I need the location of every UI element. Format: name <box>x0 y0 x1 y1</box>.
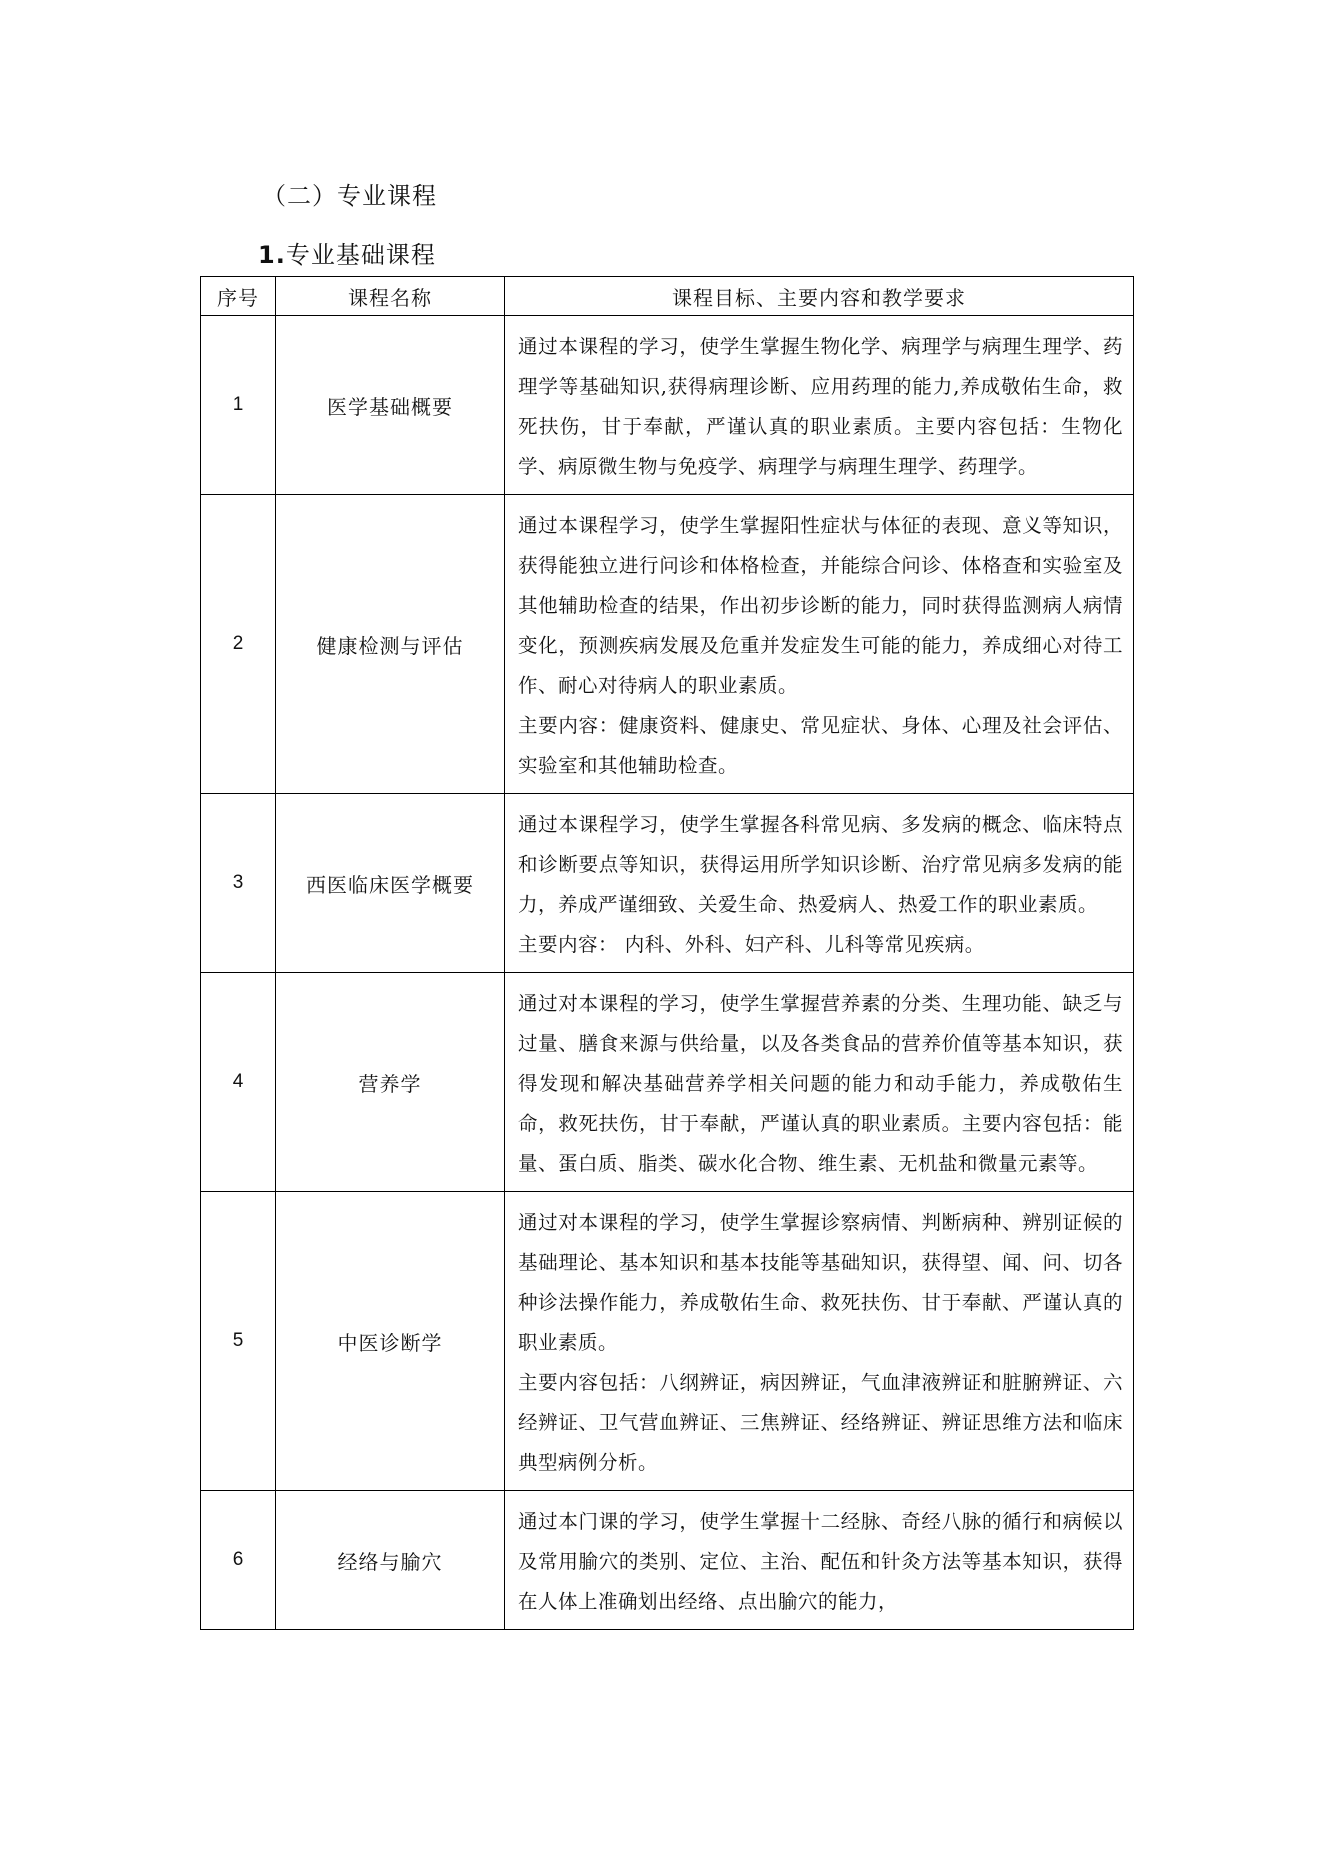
table-row <box>201 495 1134 794</box>
description-paragraph: 通过本门课的学习，使学生掌握十二经脉、奇经八脉的循行和病候以及常用腧穴的类别、定位、主治、配伍和针灸方法等基本知识，获得在人体上准确划出经络、点出腧穴的能力， <box>518 1510 1123 1613</box>
table-row <box>201 794 1134 973</box>
row-number: 4 <box>201 973 276 1192</box>
description-paragraph: 通过本课程学习，使学生掌握各科常见病、多发病的概念、临床特点和诊断要点等知识，获得运用所学知识诊断、治疗常见病多发病的能力，养成严谨细致、关爱生命、热爱病人、热爱工作的职业素质。 <box>518 813 1123 916</box>
row-number: 5 <box>201 1192 276 1491</box>
subsection-title <box>258 238 436 272</box>
course-name: 中医诊断学 <box>276 1192 505 1491</box>
row-number: 3 <box>201 794 276 973</box>
subsection-text: 专业基础课程 <box>285 241 436 269</box>
row-number: 6 <box>201 1491 276 1630</box>
description-paragraph: 主要内容：健康资料、健康史、常见症状、身体、心理及社会评估、实验室和其他辅助检查。 <box>518 714 1123 777</box>
row-number: 2 <box>201 495 276 794</box>
section-title: （二）专业课程 <box>262 182 437 210</box>
table-row <box>201 1192 1134 1491</box>
course-description <box>505 316 1134 495</box>
header-serial-number: 序号 <box>201 277 276 316</box>
course-description <box>505 1491 1134 1630</box>
table-row <box>201 1491 1134 1630</box>
course-name: 健康检测与评估 <box>276 495 505 794</box>
description-paragraph: 主要内容： 内科、外科、妇产科、儿科等常见疾病。 <box>518 933 985 956</box>
description-paragraph: 主要内容包括：八纲辨证，病因辨证，气血津液辨证和脏腑辨证、六经辨证、卫气营血辨证、三焦辨证、经络辨证、辨证思维方法和临床典型病例分析。 <box>518 1371 1123 1474</box>
subsection-number: 1. <box>258 241 286 269</box>
header-course-description: 课程目标、主要内容和教学要求 <box>505 277 1134 316</box>
row-number: 1 <box>201 316 276 495</box>
description-paragraph: 通过本课程学习，使学生掌握阳性症状与体征的表现、意义等知识，获得能独立进行问诊和体格检查，并能综合问诊、体格查和实验室及其他辅助检查的结果，作出初步诊断的能力，同时获得监测病人病情变化，预测疾病发展及危重并发症发生可能的能力，养成细心对待工作、耐心对待病人的职业素质。 <box>518 514 1123 697</box>
header-course-name: 课程名称 <box>276 277 505 316</box>
table-header-row <box>201 277 1134 316</box>
course-description <box>505 794 1134 973</box>
table-row <box>201 316 1134 495</box>
course-name: 经络与腧穴 <box>276 1491 505 1630</box>
description-paragraph: 通过对本课程的学习，使学生掌握诊察病情、判断病种、辨别证候的基础理论、基本知识和基本技能等基础知识，获得望、闻、问、切各种诊法操作能力，养成敬佑生命、救死扶伤、甘于奉献、严谨认真的职业素质。 <box>518 1211 1123 1354</box>
table-row <box>201 973 1134 1192</box>
course-name: 西医临床医学概要 <box>276 794 505 973</box>
description-paragraph: 通过本课程的学习，使学生掌握生物化学、病理学与病理生理学、药理学等基础知识,获得病理诊断、应用药理的能力,养成敬佑生命，救死扶伤，甘于奉献，严谨认真的职业素质。主要内容包括：生物化学、病原微生物与免疫学、病理学与病理生理学、药理学。 <box>518 335 1123 478</box>
course-description <box>505 495 1134 794</box>
description-paragraph: 通过对本课程的学习，使学生掌握营养素的分类、生理功能、缺乏与过量、膳食来源与供给量，以及各类食品的营养价值等基本知识，获得发现和解决基础营养学相关问题的能力和动手能力，养成敬佑生命，救死扶伤，甘于奉献，严谨认真的职业素质。主要内容包括：能量、蛋白质、脂类、碳水化合物、维生素、无机盐和微量元素等。 <box>518 992 1123 1175</box>
course-description <box>505 973 1134 1192</box>
course-table <box>200 276 1134 1630</box>
course-name: 营养学 <box>276 973 505 1192</box>
course-name: 医学基础概要 <box>276 316 505 495</box>
course-description <box>505 1192 1134 1491</box>
